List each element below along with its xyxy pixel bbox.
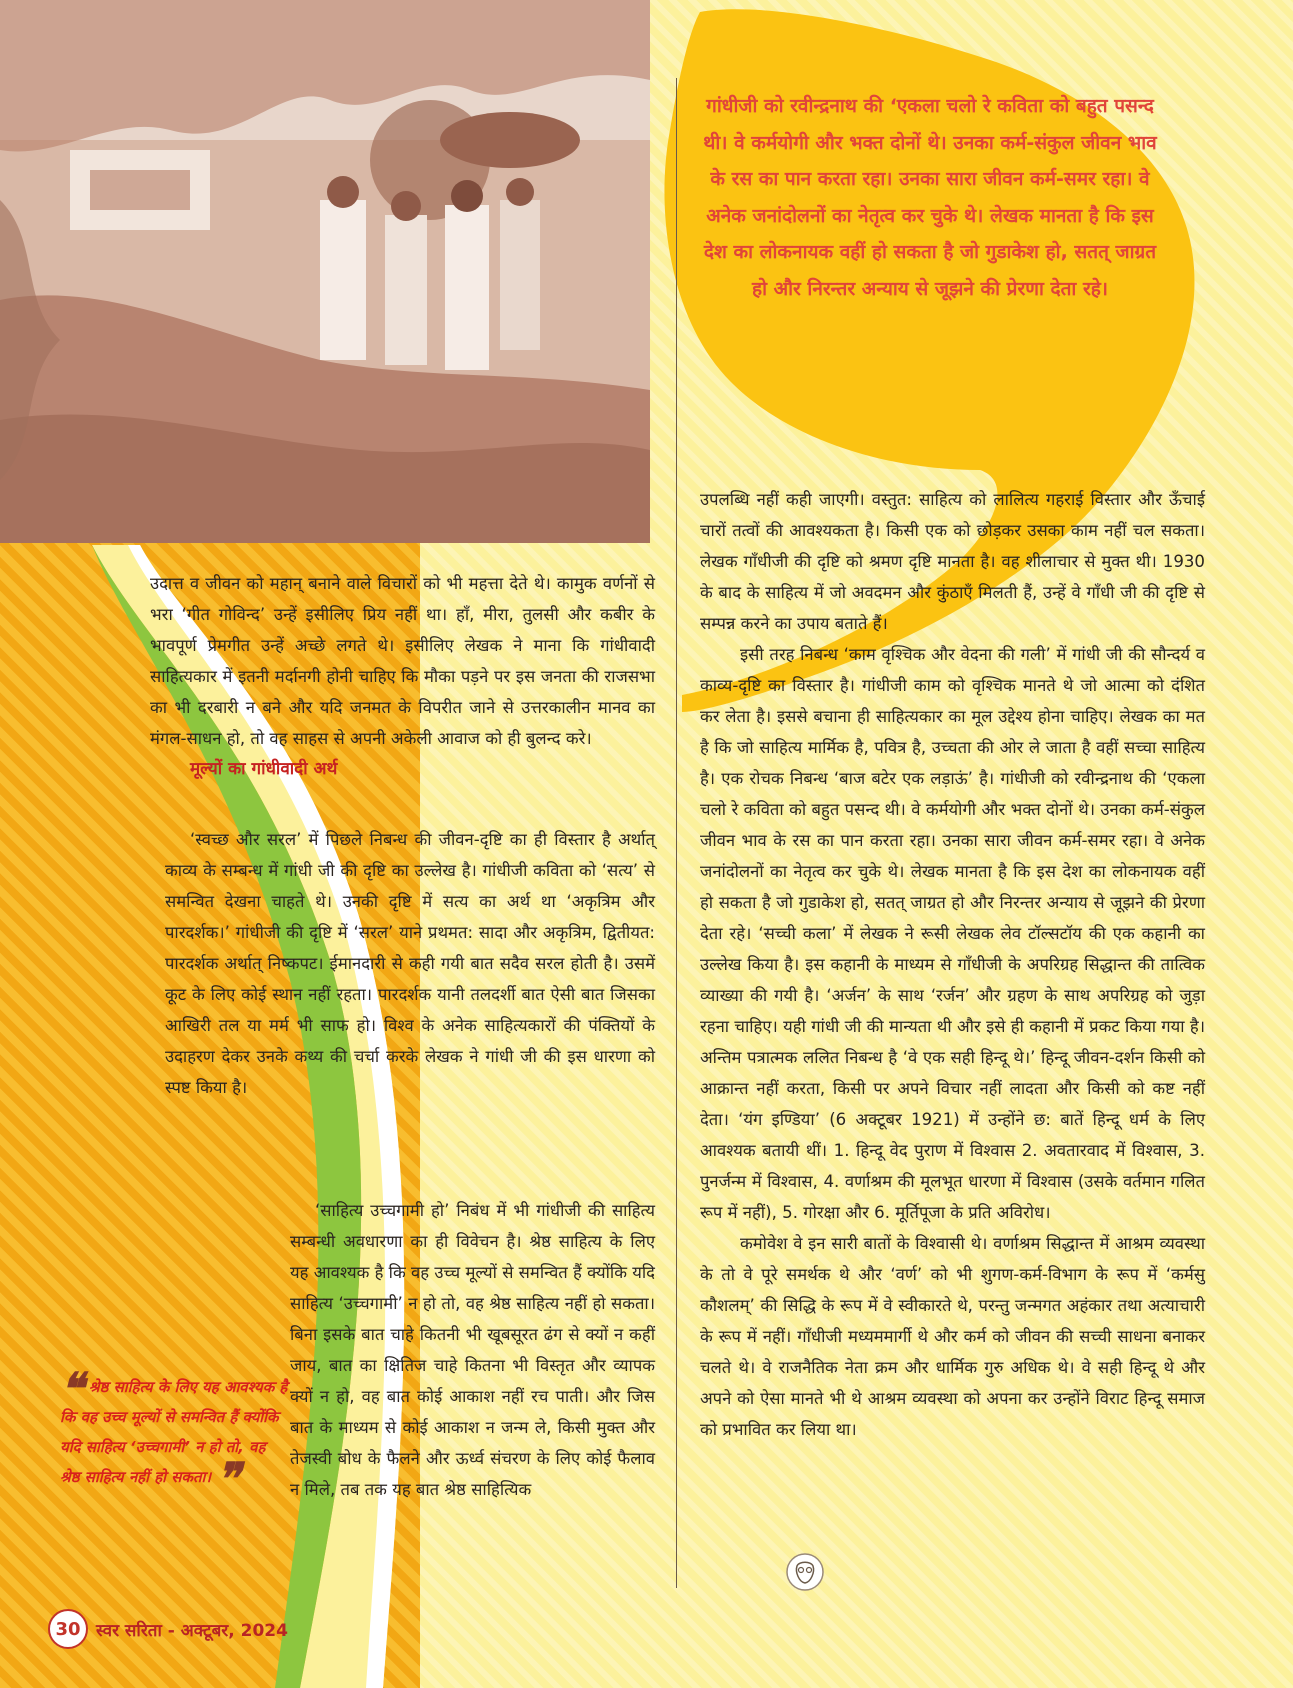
left-paragraph-2: ‘स्वच्छ और सरल’ में पिछले निबन्ध की जीवन-दृष्टि का ही विस्तार है अर्थात् काव्य के सम्बन्ध में गांधी जी की दृष्टि का उल्लेख है। गांधीजी कविता को ‘सत्य’ से समन्वित देखना चाहते थे। उनकी दृष्टि में सत्य का अर्थ था ‘अकृत्रिम और पारदर्शक।’ गांधीजी की दृष्टि में ‘सरल’ याने प्रथमत: सादा और अकृत्रिम, द्वितीयत: पारदर्शक अर्थात् निष्कपट। ईमानदारी से कही गयी बात सदैव सरल होती है। उसमें कूट के लिए कोई स्थान नहीं रहता। पारदर्शक यानी तलदर्शी बात ऐसी बात जिसका आखिरी तल या मर्म भी साफ हो। विश्व के अनेक साहित्यकारों की पंक्तियों के उदाहरण देकर उनके कथ्य की चर्चा करके लेखक ने गांधी जी की इस धारणा को स्पष्ट किया है।	[165, 830, 655, 1097]
publication-label: स्वर सरिता - अक्टूबर, 2024	[96, 1620, 288, 1641]
bubble-quote: गांधीजी को रवीन्द्रनाथ की ‘एकला चलो रे कविता को बहुत पसन्द थी। वे कर्मयोगी और भक्त दोनों थे। उनका कर्म-संकुल जीवन भाव के रस का पान करता रहा। उनका सारा जीवन कर्म-समर रहा। वे अनेक जनांदोलनों का नेतृत्व कर चुके थे। लेखक मानता है कि इस देश का लोकनायक वहीं हो सकता है जो गुडाकेश हो, सतत् जाग्रत हो और निरन्तर अन्याय से जूझने की प्रेरणा देता रहे।	[703, 95, 1157, 300]
open-quote-icon: ❝	[60, 1364, 84, 1415]
pull-quote-text: श्रेष्ठ साहित्य के लिए यह आवश्यक है कि वह उच्च मूल्यों से समन्वित हैं क्योंकि यदि साहित्य ‘उच्चगामी’ न हो तो, वह श्रेष्ठ साहित्य नहीं हो सकता।	[60, 1378, 288, 1486]
right-paragraph-2: इसी तरह निबन्ध ‘काम वृश्चिक और वेदना की गली’ में गांधी जी की सौन्दर्य व काव्य-दृष्टि का विस्तार है। गांधीजी काम को वृश्चिक मानते थे जो आत्मा को दंशित कर लेता है। इससे बचाना ही साहित्यकार का मूल उद्देश्य होना चाहिए। लेखक का मत है कि जो साहित्य मार्मिक है, पवित्र है, उच्चता की ओर ले जाता है वहीं सच्चा साहित्य है। एक रोचक निबन्ध ‘बाज बटेर एक लड़ाऊं’ है। गांधीजी को रवीन्द्रनाथ की ‘एकला चलो रे कविता को बहुत पसन्द थी। वे कर्मयोगी और भक्त दोनों थे। उनका कर्म-संकुल जीवन भाव के रस का पान करता रहा। उनका सारा जीवन कर्म-समर रहा। वे अनेक जनांदोलनों का नेतृत्व कर चुके थे। लेखक मानता है कि इस देश का लोकनायक वहीं हो सकता है जो गुडाकेश हो, सतत् जाग्रत हो और निरन्तर अन्याय से जूझने की प्रेरणा देता रहे। ‘सच्ची कला’ में लेखक ने रूसी लेखक लेव टॉल्सटॉय की एक कहानी का उल्लेख किया है। इस कहानी के माध्यम से गाँधीजी के अपरिग्रह सिद्धान्त की तात्विक व्याख्या की गयी है। ‘अर्जन’ के साथ ‘रर्जन’ और ग्रहण के साथ अपरिग्रह को जुड़ा रहना चाहिए। यही गांधी जी की मान्यता थी और इसे ही कहानी में प्रकट किया गया है। अन्तिम पत्रात्मक ललित निबन्ध है ‘वे एक सही हिन्दू थे।’ हिन्दू जीवन-दर्शन किसी को आक्रान्त नहीं करता, किसी पर अपने विचार नहीं लादता और किसी को कष्ट नहीं देता। ‘यंग इण्डिया’ (6 अक्टूबर 1921) में उन्होंने छ: बातें हिन्दू धर्म के लिए आवश्यक बतायी थीं। 1. हिन्दू वेद पुराण में विश्वास 2. अवतारवाद में विश्वास, 3. पुनर्जन्म में विश्वास, 4. वर्णाश्रम की मूलभूत धारणा में विश्वास (उसके वर्तमान गलित रूप में नहीं), 5. गोरक्षा और 6. मूर्तिपूजा के प्रति अविरोध।	[700, 645, 1205, 1222]
right-paragraph-1: उपलब्धि नहीं कही जाएगी। वस्तुत: साहित्य को लालित्य गहराई विस्तार और ऊँचाई चारों तत्वों की आवश्यकता है। किसी एक को छोड़कर उसका काम नहीं चल सकता। लेखक गाँधीजी की दृष्टि को श्रमण दृष्टि मानता है। वह शीलाचार से मुक्त थी। 1930 के बाद के साहित्य में जो अवदमन और कुंठाएँ मिलती हैं, उन्हें वे गाँधी जी की दृष्टि से सम्पन्न करने का उपाय बताते हैं।	[700, 490, 1205, 633]
historical-photo	[0, 0, 650, 543]
left-column-middle	[165, 824, 655, 1103]
gandhi-face-icon	[785, 1552, 825, 1592]
left-paragraph-3: ‘साहित्य उच्चगामी हो’ निबंध में भी गांधीजी की साहित्य सम्बन्धी अवधारणा का ही विवेचन है। श्रेष्ठ साहित्य के लिए यह आवश्यक है कि वह उच्च मूल्यों से समन्वित हैं क्योंकि यदि साहित्य ‘उच्चगामी’ न हो तो, वह श्रेष्ठ साहित्य नहीं हो सकता। बिना इसके बात चाहे कितनी भी खूबसूरत ढंग से क्यों न कहीं जाय, बात का क्षितिज चाहे कितना भी विस्तृत और व्यापक क्यों न हो, वह बात कोई आकाश नहीं रच पाती। और जिस बात के माध्यम से कोई आकाश न जन्म ले, किसी मुक्त और तेजस्वी बोध के फैलने और ऊर्ध्व संचरण के लिए कोई फैलाव न मिले, तब तक यह बात श्रेष्ठ साहित्यिक	[290, 1201, 655, 1499]
sepia-photograph-icon	[0, 0, 650, 543]
left-column-top	[150, 568, 655, 785]
close-quote-icon: ❞	[216, 1454, 240, 1505]
section-heading: मूल्यों का गांधीवादी अर्थ	[190, 759, 338, 779]
page-number: 30	[48, 1609, 88, 1649]
column-divider	[676, 78, 677, 1588]
pull-quote	[60, 1364, 290, 1505]
right-paragraph-3: कमोवेश वे इन सारी बातों के विश्वासी थे। वर्णाश्रम सिद्धान्त में आश्रम व्यवस्था के तो वे पूरे समर्थक थे और ‘वर्ण’ को भी शुगण-कर्म-विभाग के रूप में ‘कर्मसु कौशलम्’ की सिद्धि के रूप में वे स्वीकारते थे, परन्तु जन्मगत अहंकार तथा अत्याचारी के रूप में नहीं। गाँधीजी मध्यममार्गी थे और कर्म को जीवन की सच्ची साधना बनाकर चलते थे। वे राजनैतिक नेता क्रम और धार्मिक गुरु अधिक थे। वे सही हिन्दू थे और अपने को ऐसा मानते भी थे आश्रम व्यवस्था को अपना कर उन्होंने विराट हिन्दू समाज को प्रभावित कर लिया था।	[700, 1234, 1205, 1439]
left-paragraph-1: उदात्त व जीवन को महान् बनाने वाले विचारों को भी महत्ता देते थे। कामुक वर्णनों से भरा ‘गीत गोविन्द’ उन्हें इसीलिए प्रिय नहीं था। हाँ, मीरा, तुलसी और कबीर के भावपूर्ण प्रेमगीत उन्हें अच्छे लगते थे। इसीलिए लेखक ने माना कि गांधीवादी साहित्यकार में इतनी मर्दानगी होनी चाहिए कि मौका पड़ने पर इस जनता की राजसभा का भी दरबारी न बने और यदि जनमत के विपरीत जाने से उत्तरकालीन मानव का मंगल-साधन हो, तो वह साहस से अपनी अकेली आवाज को ही बुलन्द करे।	[150, 574, 655, 748]
right-column	[700, 484, 1205, 1445]
left-column-bottom	[290, 1195, 655, 1505]
page-footer	[48, 1609, 288, 1649]
